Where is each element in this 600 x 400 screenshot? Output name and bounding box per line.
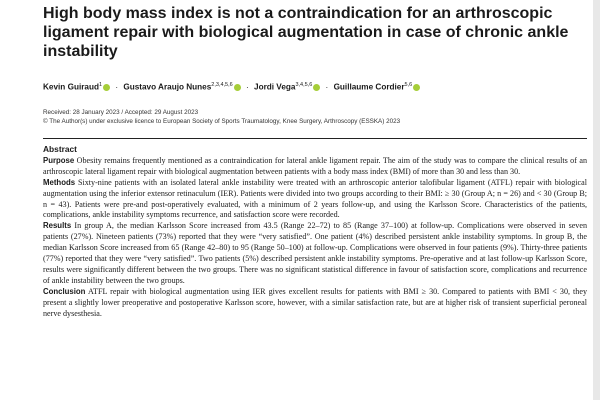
section-text: ATFL repair with biological augmentation using IER gives excellent results for patients with BMI ≥ 30. Compared to patients with BMI < 30, they present a slightly lower preoperative and postoperative Karlsson score, however, with a similar satisfaction rate, but are at higher risk of transient superficial peroneal nerve dysesthesia. (43, 286, 587, 318)
page-edge-shadow (593, 0, 600, 400)
author-affiliation: 2,3,4,5,6 (211, 82, 233, 88)
article-meta (43, 108, 400, 126)
author-name[interactable]: Guillaume Cordier (333, 82, 405, 92)
orcid-icon[interactable] (234, 84, 241, 91)
section-text: Obesity remains frequently mentioned as a contraindication for lateral ankle ligament repair. The aim of the study was to compare the clinical results of an arthroscopic lateral ligament repair with biological augmentation between patients with a body mass index (BMI) of more than 30 and less than 30. (43, 155, 588, 176)
author-separator: · (115, 82, 119, 92)
received-accepted-dates: Received: 28 January 2023 / Accepted: 29 August 2023 (43, 109, 199, 116)
orcid-icon[interactable] (313, 84, 320, 91)
section-label: Results (43, 221, 72, 231)
author-separator: · (325, 82, 329, 92)
author-name[interactable]: Kevin Guiraud (43, 82, 99, 92)
article-title: High body mass index is not a contraindication for an arthroscopic ligament repair with biological augmentation in case of chronic ankle instability (43, 5, 569, 60)
author-separator: · (246, 82, 249, 92)
author-name[interactable]: Gustavo Araujo Nunes (123, 82, 212, 92)
section-label: Methods (43, 177, 76, 187)
section-label: Conclusion (43, 286, 86, 296)
section-divider (43, 138, 587, 139)
author-affiliation: 5,6 (404, 82, 413, 88)
orcid-icon[interactable] (103, 84, 110, 91)
abstract-results (43, 221, 587, 286)
author-list (43, 82, 420, 92)
orcid-icon[interactable] (413, 84, 420, 91)
author-name[interactable]: Jordi Vega (254, 82, 296, 92)
section-label: Purpose (43, 155, 75, 165)
abstract-conclusion (43, 287, 587, 320)
abstract (43, 144, 587, 320)
author-affiliation: 1 (98, 82, 103, 88)
copyright-notice: © The Author(s) under exclusive licence to European Society of Sports Traumatology, Knee Surgery, Arthroscopy (ESSKA) 2023 (43, 118, 401, 125)
abstract-methods (43, 178, 587, 222)
section-text: In group A, the median Karlsson Score increased from 43.5 (Range 22–72) to 85 (Range 37–100) at follow-up. Complications were observed in seven patients (27%). Nineteen patients (73%) reported that they were “very satisfied”. One patient (4%) described persistent ankle instability symptoms. In group B, the median Karlsson Score increased from 65 (Range 42–80) to 95 (Range 50–100) at follow-up. Complications were observed in four patients (9%). Thirty-three patients (77%) reported that they were “very satisfied”. Two patients (5%) described persistent ankle instability symptoms. Pre-operative and at last follow-up Karlsson Score, results were significantly different between the two groups. There was no significant statistical difference in favour of satisfaction score, complications and recurrence of ankle instability between the two groups. (43, 221, 587, 285)
section-text: Sixty-nine patients with an isolated lateral ankle instability were treated with an arthroscopic anterior talofibular ligament (ATFL) repair with biological augmentation using the inferior extensor retinaculum (IER). Patients were divided into two groups according to their BMI: ≥ 30 (Group A; n = 26) and < 30 (Group B; n = 43). Patients were pre-and post-operatively evaluated, with a minimum of 2 years follow-up, and using the Karlsson Score. Characteristics of the patients, complications, ankle instability symptoms recurrence, and satisfaction score were recorded. (43, 177, 587, 220)
author-affiliation: 3,4,5,6 (295, 82, 313, 88)
abstract-heading: Abstract (43, 144, 77, 154)
abstract-purpose (43, 156, 587, 178)
